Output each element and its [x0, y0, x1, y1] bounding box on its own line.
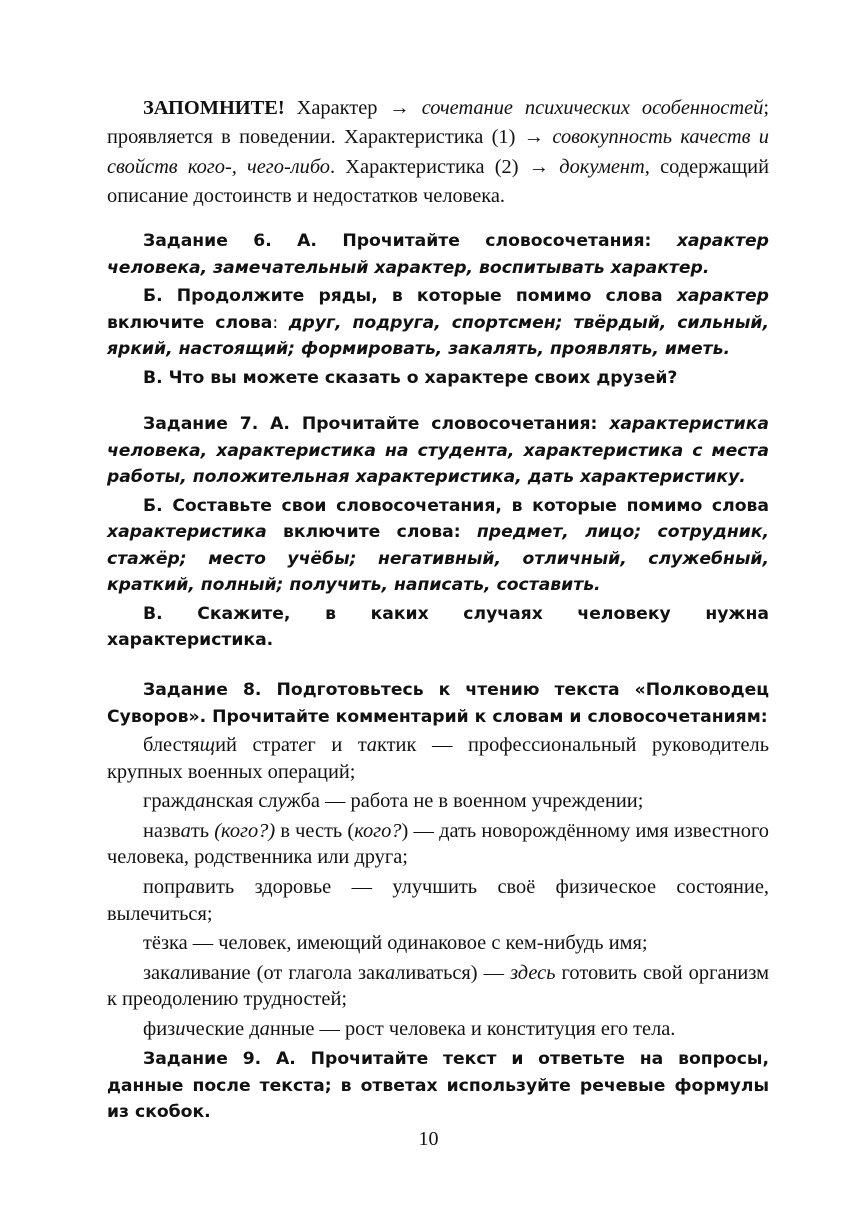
task-8-title: Задание 8. Подготовьтесь к чтению текста «Полководец Суворов». Прочитайте комментарий к словам и словосочетаниям:	[107, 680, 769, 727]
glossary-entry: гражданская служба — работа не в военном учреждении;	[143, 790, 644, 813]
glossary-entry: физические данные — рост человека и конституция его тела.	[143, 1018, 676, 1041]
task-7	[107, 411, 769, 656]
task-6-part-a: Задание 6. А. Прочитайте словосочетания: характер человека, замечательный характер, воспитывать характер.	[107, 231, 769, 278]
task-6-part-b: Б. Продолжите ряды, в которые помимо слова характер включите слова: друг, подруга, спортсмен; твёрдый, сильный, яркий, настоящий; формировать, закалять, проявлять, иметь.	[107, 286, 769, 359]
glossary-entry: тёзка — человек, имеющий одинаковое с кем-нибудь имя;	[143, 932, 648, 955]
task-6	[107, 228, 769, 393]
task-7-part-c: В. Скажите, в каких случаях человеку нужна характеристика.	[107, 603, 769, 650]
task-7-part-a: Задание 7. А. Прочитайте словосочетания: характеристика человека, характеристика на студента, характеристика с места работы, положительная характеристика, дать характеристику.	[107, 414, 769, 487]
glossary	[107, 732, 769, 1043]
glossary-entry: закаливание (от глагола закаливаться) — здесь готовить свой организм к преодолению трудностей;	[107, 961, 769, 1011]
task-8	[107, 677, 769, 1046]
task-7-part-b: Б. Составьте свои словосочетания, в которые помимо слова характеристика включите слова: предмет, лицо; сотрудник, стажёр; место учёбы; негативный, отличный, служебный, краткий, полный; получить, написать, составить.	[107, 495, 769, 595]
glossary-entry: блестящий стратег и тактик — профессиональный руководитель крупных военных операций;	[107, 734, 769, 783]
glossary-entry: поправить здоровье — улучшить своё физическое состояние, вылечиться;	[107, 876, 769, 925]
task-6-part-c: В. Что вы можете сказать о характере своих друзей?	[143, 367, 678, 388]
remember-note: ЗАПОМНИТЕ! Характер → сочетание психических особенностей; проявляется в поведении. Характеристика (1) → совокупность качеств и свойств кого-, чего-либо. Характеристика (2) → документ, содержащий описание достоинств и недостатков человека.	[107, 97, 770, 207]
task-9-title: Задание 9. А. Прочитайте текст и ответьте на вопросы, данные после текста; в ответах используйте речевые формулы из скобок.	[107, 1049, 769, 1122]
task-9	[107, 1046, 769, 1128]
remember-label: ЗАПОМНИТЕ!	[143, 97, 285, 119]
glossary-entry: назвать (кого?) в честь (кого?) — дать новорождённому имя известного человека, родственника или друга;	[107, 819, 769, 869]
page-number: 10	[418, 1128, 439, 1150]
